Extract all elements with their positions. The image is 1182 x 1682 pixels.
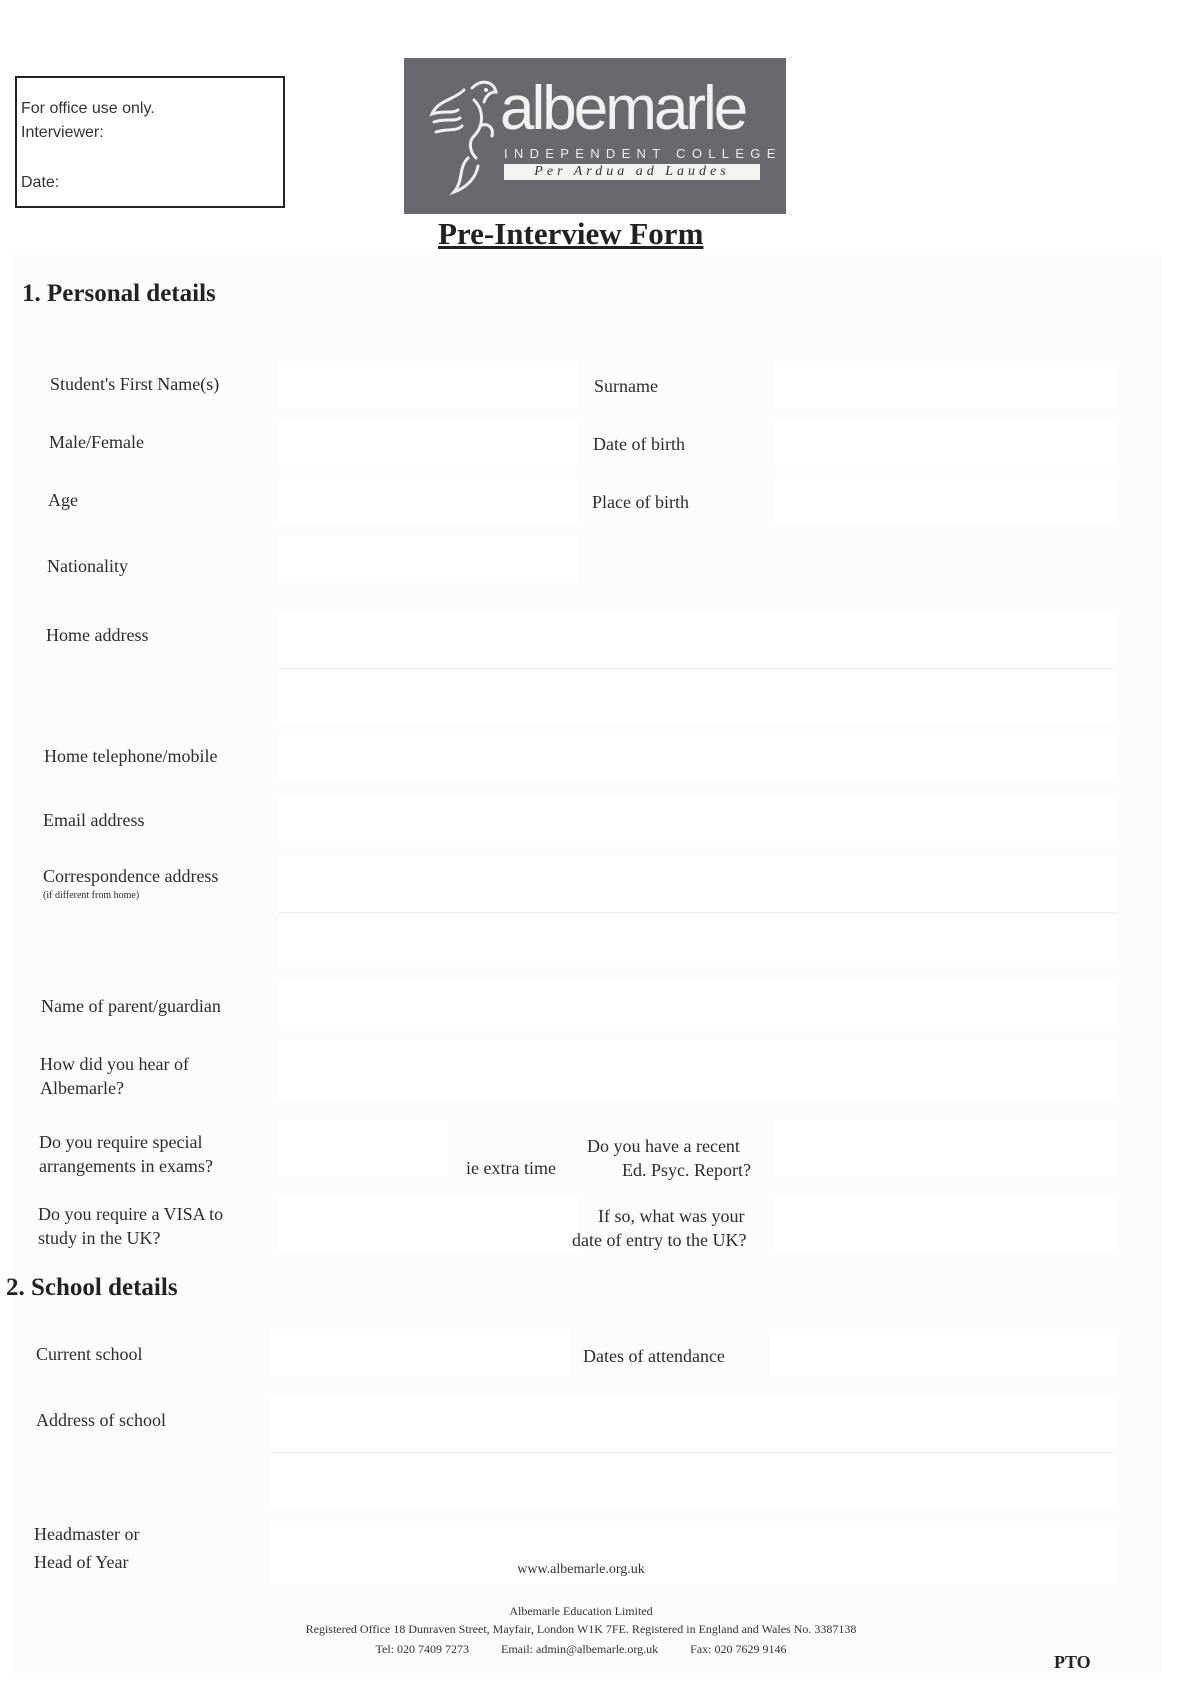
nationality-field[interactable]: [278, 536, 578, 582]
correspondence-note: (if different from home): [43, 890, 140, 901]
current-school-label: Current school: [36, 1344, 143, 1364]
office-use-box: [15, 76, 285, 208]
visa-field[interactable]: [278, 1196, 578, 1252]
section-personal-heading: 1. Personal details: [22, 280, 216, 307]
special-label-line1: Do you require special: [39, 1132, 203, 1152]
extra-time-label: ie extra time: [466, 1158, 556, 1178]
first-name-field[interactable]: [278, 362, 578, 408]
attendance-field[interactable]: [770, 1330, 1116, 1376]
footer-fax: Fax: 020 7629 9146: [690, 1642, 787, 1656]
correspondence-line: [278, 912, 1116, 913]
office-date-label: Date:: [21, 174, 60, 191]
hear-label-line2: Albemarle?: [40, 1078, 124, 1098]
griffin-crest-icon: [424, 70, 504, 202]
correspondence-address-field[interactable]: [278, 856, 1116, 966]
surname-label: Surname: [594, 376, 658, 396]
parent-name-field[interactable]: [278, 980, 1116, 1026]
footer-email: Email: admin@albemarle.org.uk: [501, 1642, 659, 1656]
parent-label: Name of parent/guardian: [41, 996, 221, 1016]
albemarle-logo: [404, 58, 786, 214]
entry-label-line2: date of entry to the UK?: [572, 1230, 747, 1250]
form-title: Pre-Interview Form: [438, 216, 704, 251]
school-address-line: [270, 1452, 1116, 1453]
gender-field[interactable]: [278, 420, 578, 466]
footer-company: Albemarle Education Limited: [509, 1604, 653, 1618]
entry-label-line1: If so, what was your: [598, 1206, 745, 1226]
dob-label: Date of birth: [593, 434, 685, 454]
logo-motto: Per Ardua ad Laudes: [504, 164, 760, 180]
special-arrangements-field[interactable]: [278, 1120, 448, 1176]
visa-label-line1: Do you require a VISA to: [38, 1204, 224, 1224]
headmaster-label-line1: Headmaster or: [34, 1524, 140, 1544]
school-address-label: Address of school: [36, 1410, 166, 1430]
footer-registered: Registered Office 18 Dunraven Street, Mayfair, London W1K 7FE. Registered in England and Wales No. 3387138: [305, 1622, 857, 1636]
hear-label-line1: How did you hear of: [40, 1054, 189, 1074]
email-label: Email address: [43, 810, 145, 830]
footer-contacts: [181, 1642, 981, 1657]
interviewer-label: Interviewer:: [21, 124, 104, 141]
logo-subtitle: INDEPENDENT COLLEGE: [504, 146, 782, 161]
footer-website: www.albemarle.org.uk: [517, 1562, 645, 1577]
section-school-heading: 2. School details: [6, 1274, 178, 1301]
attendance-label: Dates of attendance: [583, 1346, 725, 1366]
psyc-report-field[interactable]: [774, 1120, 1116, 1176]
home-address-line: [278, 668, 1116, 669]
special-label-line2: arrangements in exams?: [39, 1156, 213, 1176]
home-address-label: Home address: [46, 625, 149, 645]
footer-tel: Tel: 020 7409 7273: [375, 1642, 470, 1656]
entry-date-field[interactable]: [774, 1196, 1116, 1252]
dob-field[interactable]: [774, 420, 1116, 466]
gender-label: Male/Female: [49, 432, 144, 452]
hear-of-field[interactable]: [278, 1040, 1116, 1100]
visa-label-line2: study in the UK?: [38, 1228, 161, 1248]
pob-label: Place of birth: [592, 492, 689, 512]
logo-wordmark: albemarle: [500, 74, 746, 143]
telephone-label: Home telephone/mobile: [44, 746, 218, 766]
email-field[interactable]: [278, 796, 1116, 842]
office-use-label: For office use only.: [21, 100, 155, 117]
psyc-label-line2: Ed. Psyc. Report?: [622, 1160, 751, 1180]
telephone-field[interactable]: [278, 734, 1116, 780]
first-name-label: Student's First Name(s): [50, 374, 220, 394]
nationality-label: Nationality: [47, 556, 128, 576]
pob-field[interactable]: [774, 478, 1116, 524]
surname-field[interactable]: [774, 362, 1116, 408]
headmaster-label-line2: Head of Year: [34, 1552, 129, 1572]
age-label: Age: [48, 490, 78, 510]
age-field[interactable]: [278, 478, 578, 524]
current-school-field[interactable]: [270, 1330, 570, 1376]
correspondence-label: Correspondence address: [43, 866, 219, 886]
psyc-label-line1: Do you have a recent: [587, 1136, 740, 1156]
pto-label: PTO: [1054, 1652, 1091, 1672]
